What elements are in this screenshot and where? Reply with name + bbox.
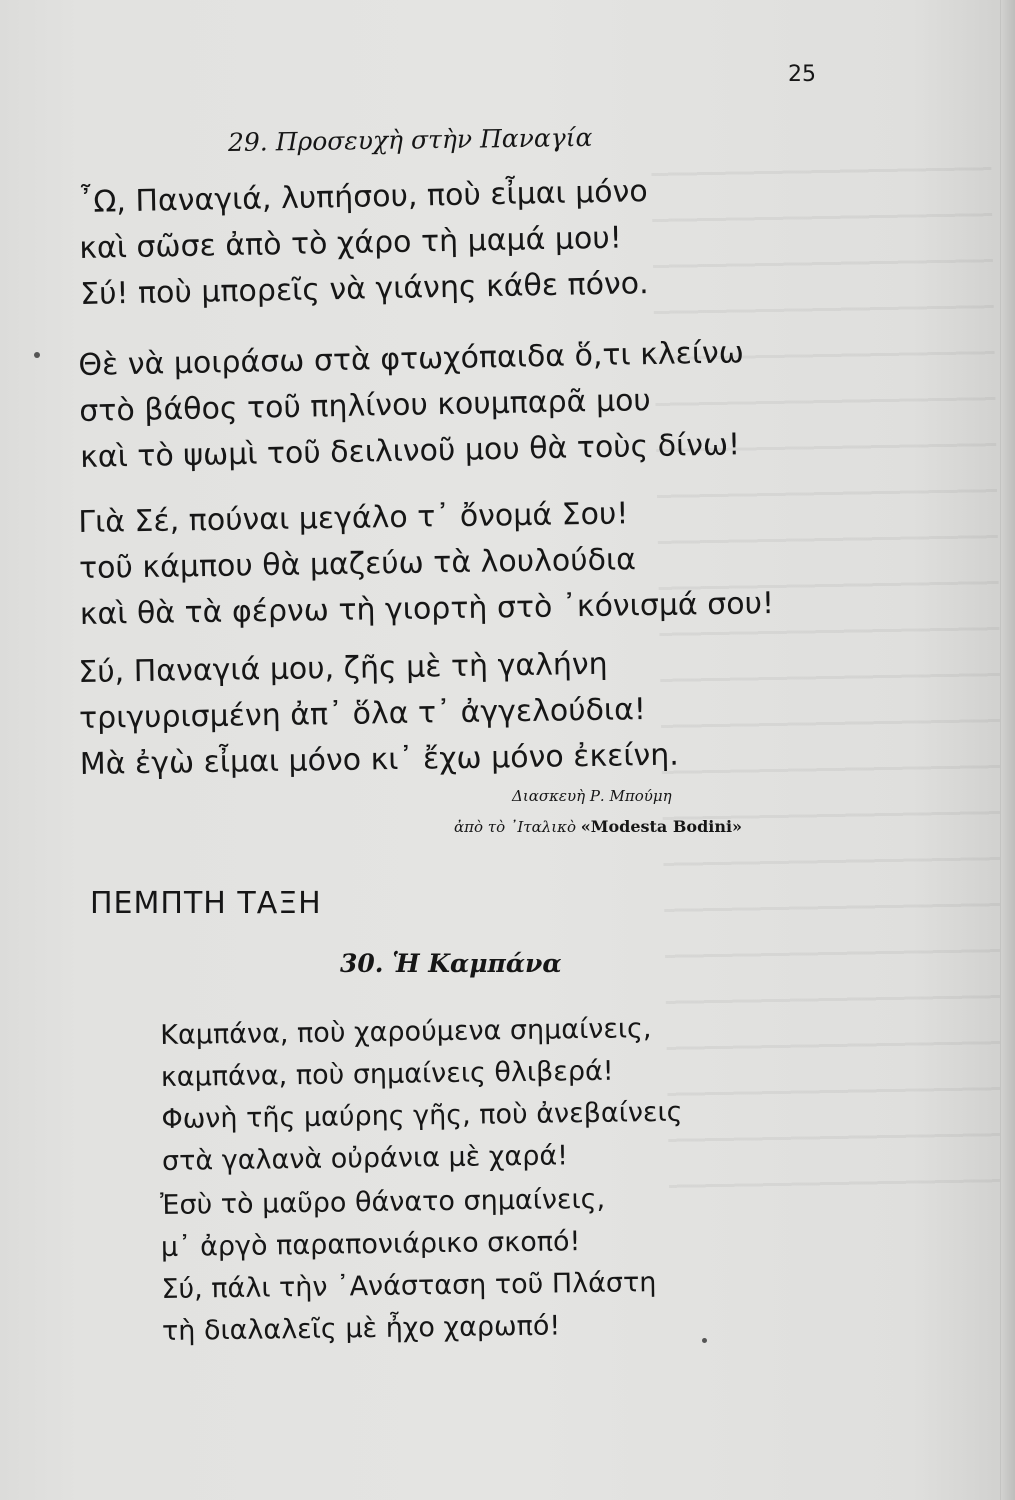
- verse-line: καὶ τὸ ψωμὶ τοῦ δειλινοῦ μου θὰ τοὺς δίνω!: [79, 427, 741, 475]
- source-credit: [454, 817, 742, 836]
- verse-line: Σύ! ποὺ μπορεῖς νὰ γιάνης κάθε πόνο.: [79, 266, 649, 312]
- page-edge: [1000, 0, 1015, 1500]
- poem-30-stanza-2: [160, 1178, 657, 1353]
- verse-line: Σύ, πάλι τὴν ᾽Ανάσταση τοῦ Πλάστη: [161, 1267, 657, 1305]
- poem-29-stanza-1: [78, 169, 650, 318]
- source-credit-prefix: ἀπὸ τὸ ᾽Ιταλικὸ: [454, 818, 576, 836]
- verse-line: τὴ διαλαλεῖς μὲ ἦχο χαρωπό!: [161, 1310, 561, 1347]
- poem-30-title: 30. Ἡ Καμπάνα: [340, 949, 562, 978]
- page-number: 25: [788, 62, 816, 87]
- verse-line: Φωνὴ τῆς μαύρης γῆς, ποὺ ἀνεβαίνεις: [161, 1096, 683, 1135]
- ink-speck: [702, 1338, 707, 1343]
- verse-line: Θὲ νὰ μοιράσω στὰ φτωχόπαιδα ὅ,τι κλείνω: [78, 335, 745, 383]
- verse-line: Καμπάνα, ποὺ χαρούμενα σημαίνεις,: [160, 1013, 652, 1051]
- verse-line: Σύ, Παναγιά μου, ζῆς μὲ τὴ γαλήνη: [78, 646, 608, 690]
- verse-line: στὰ γαλανὰ οὐράνια μὲ χαρά!: [161, 1140, 569, 1177]
- poem-29-stanza-4: [78, 641, 679, 788]
- adaptation-credit: Διασκευὴ Ρ. Μπούμη: [512, 787, 672, 805]
- ink-speck: [34, 352, 40, 358]
- verse-line: Μὰ ἐγὼ εἶμαι μόνο κι᾽ ἔχω μόνο ἐκείνη.: [79, 737, 680, 782]
- verse-line: καὶ σῶσε ἀπὸ τὸ χάρο τὴ μαμά μου!: [78, 220, 623, 266]
- source-credit-title: «Modesta Bodini»: [580, 817, 743, 836]
- verse-line: στὸ βάθος τοῦ πηλίνου κουμπαρᾶ μου: [78, 383, 652, 429]
- verse-line: ῏Ω, Παναγιά, λυπήσου, ποὺ εἶμαι μόνο: [78, 174, 649, 220]
- verse-line: τριγυρισμένη ἀπ᾽ ὅλα τ᾽ ἀγγελούδια!: [78, 692, 647, 736]
- bleed-through-text: [651, 137, 1009, 1193]
- verse-line: τοῦ κάμπου θὰ μαζεύω τὰ λουλούδια: [78, 542, 637, 586]
- verse-line: μ᾽ ἀργὸ παραπονιάρικο σκοπό!: [160, 1226, 581, 1263]
- section-heading: ΠΕΜΠΤΗ ΤΑΞΗ: [90, 886, 322, 921]
- verse-line: καμπάνα, ποὺ σημαίνεις θλιβερά!: [160, 1055, 614, 1093]
- poem-29-stanza-3: [78, 489, 774, 638]
- verse-line: Ἐσὺ τὸ μαῦρο θάνατο σημαίνεις,: [160, 1183, 606, 1221]
- poem-29-stanza-2: [78, 330, 746, 481]
- poem-29-title: 29. Προσευχὴ στὴν Παναγία: [227, 122, 593, 157]
- poem-30-stanza-1: [160, 1008, 683, 1183]
- verse-line: Γιὰ Σέ, πούναι μεγάλο τ᾽ ὄνομά Σου!: [78, 496, 629, 540]
- verse-line: καὶ θὰ τὰ φέρνω τὴ γιορτὴ στὸ ᾽κόνισμά σου!: [79, 586, 775, 632]
